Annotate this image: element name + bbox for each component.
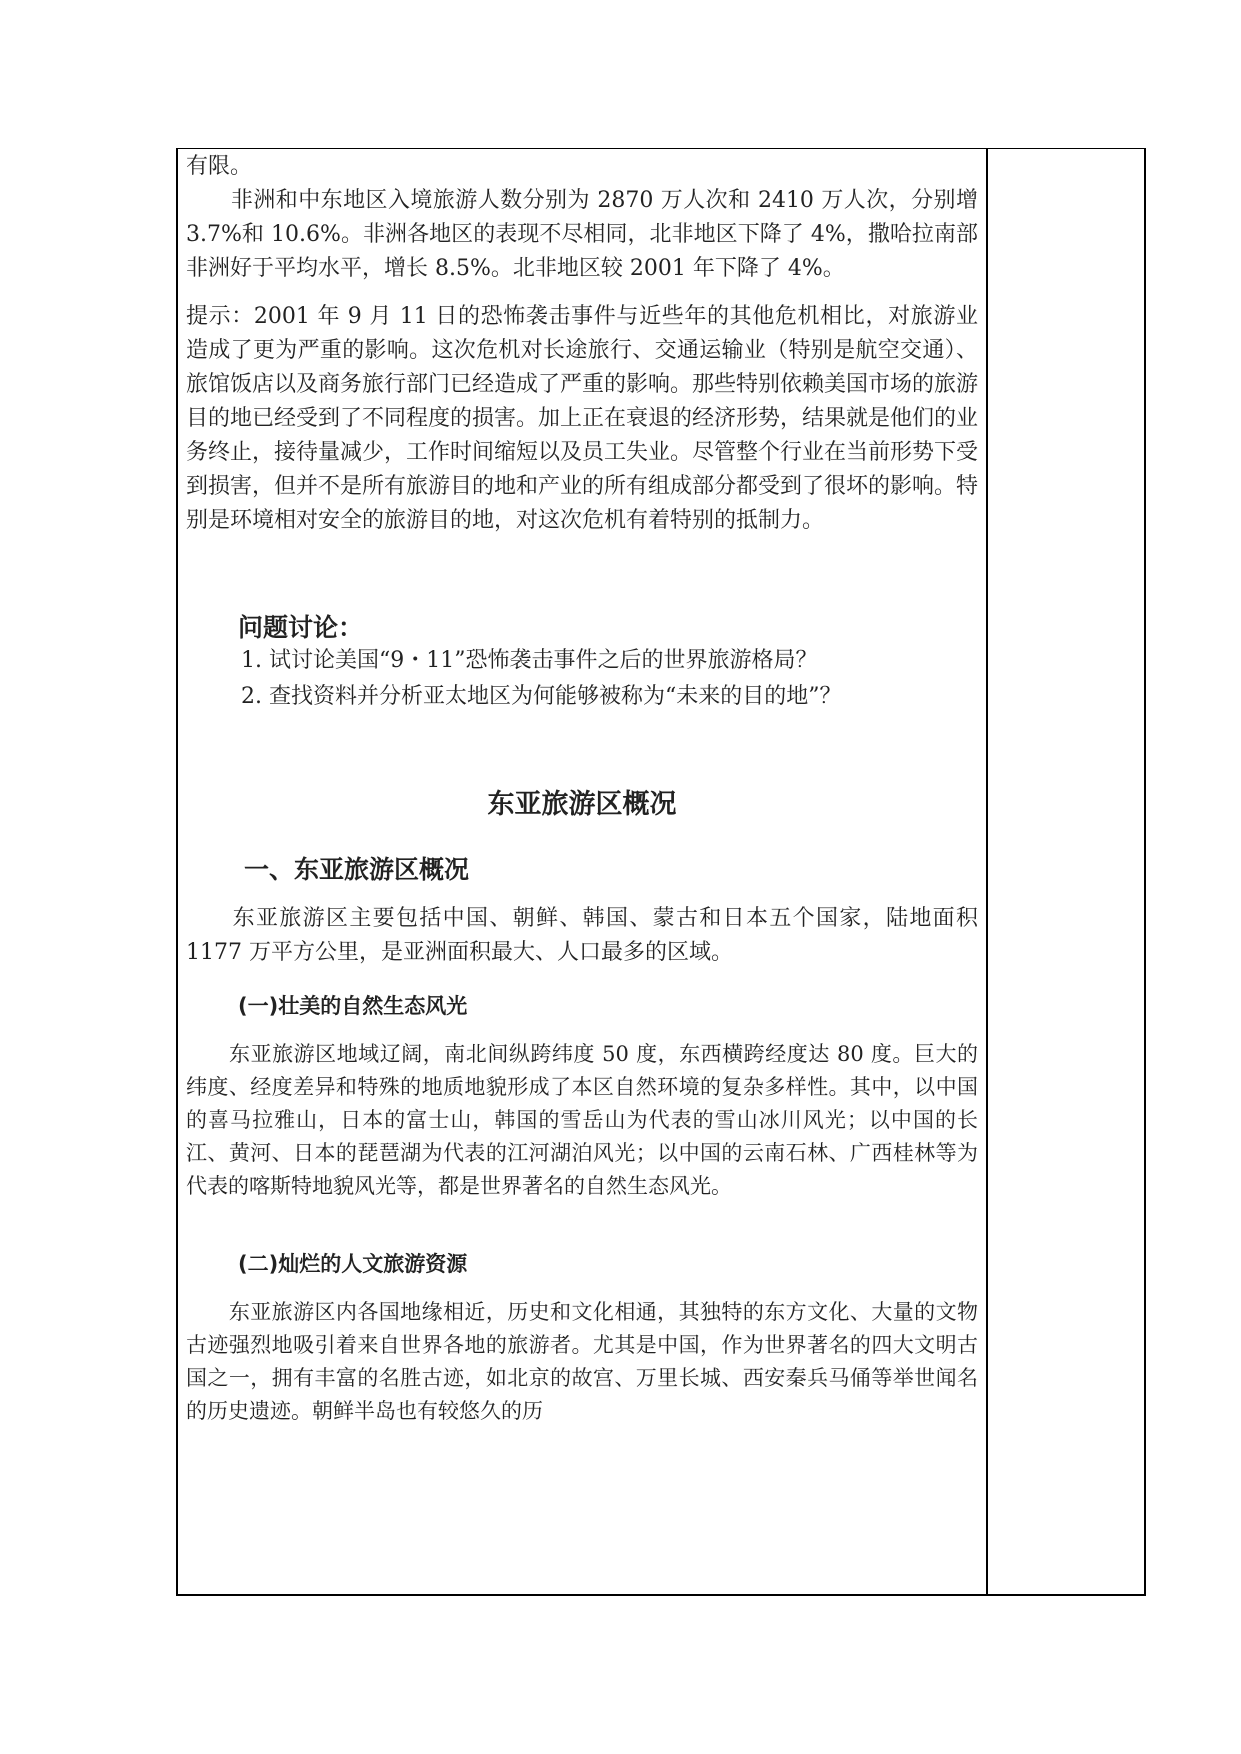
paragraph-cultural: 东亚旅游区内各国地缘相近，历史和文化相通，其独特的东方文化、大量的文物古迹强烈地吸引着来自世界各地的旅游者。尤其是中国，作为世界著名的四大文明古国之一，拥有丰富的名胜古迹，如北京的故宫、万里长城、西安秦兵马俑等举世闻名的历史遗迹。朝鲜半岛也有较悠久的历 <box>186 1300 978 1423</box>
text-continuation: 有限。 <box>186 154 253 179</box>
paragraph-intro: 东亚旅游区主要包括中国、朝鲜、韩国、蒙古和日本五个国家，陆地面积 1177 万平方公里，是亚洲面积最大、人口最多的区域。 <box>186 906 978 965</box>
paragraph-natural: 东亚旅游区地域辽阔，南北间纵跨纬度 50 度，东西横跨经度达 80 度。巨大的纬度、经度差异和特殊的地质地貌形成了本区自然环境的复杂多样性。其中，以中国的喜马拉雅山，日本的富士山，韩国的雪岳山为代表的雪山冰川风光；以中国的长江、黄河、日本的琵琶湖为代表的江河湖泊风光；以中国的云南石林、广西桂林等为代表的喀斯特地貌风光等，都是世界著名的自然生态风光。 <box>186 1042 978 1198</box>
discussion-heading: 问题讨论： <box>238 613 364 642</box>
subheading-cultural: (二)灿烂的人文旅游资源 <box>238 1252 468 1276</box>
subheading-natural: (一)壮美的自然生态风光 <box>238 994 468 1018</box>
discussion-item-2: 2. 查找资料并分析亚太地区为何能够被称为“未来的目的地”？ <box>241 684 842 709</box>
section-title: 东亚旅游区概况 <box>487 789 677 820</box>
discussion-item-1: 1. 试讨论美国“9・11”恐怖袭击事件之后的世界旅游格局？ <box>241 648 818 673</box>
paragraph-tip: 提示：2001 年 9 月 11 日的恐怖袭击事件与近些年的其他危机相比，对旅游业造成了更为严重的影响。这次危机对长途旅行、交通运输业（特别是航空交通）、旅馆饭店以及商务旅行部门已经造成了严重的影响。那些特别依赖美国市场的旅游目的地已经受到了不同程度的损害。加上正在衰退的经济形势，结果就是他们的业务终止，接待量减少，工作时间缩短以及员工失业。尽管整个行业在当前形势下受到损害，但并不是所有旅游目的地和产业的所有组成部分都受到了很坏的影响。特别是环境相对安全的旅游目的地，对这次危机有着特别的抵制力。 <box>186 304 979 533</box>
table-column-divider <box>986 148 988 1596</box>
paragraph-africa-middle-east: 非洲和中东地区入境旅游人数分别为 2870 万人次和 2410 万人次，分别增 3.7%和 10.6%。非洲各地区的表现不尽相同，北非地区下降了 4%，撒哈拉南部非洲好于平均水平，增长 8.5%。北非地区较 2001 年下降了 4%。 <box>186 188 978 281</box>
heading-1: 一、东亚旅游区概况 <box>244 855 470 884</box>
